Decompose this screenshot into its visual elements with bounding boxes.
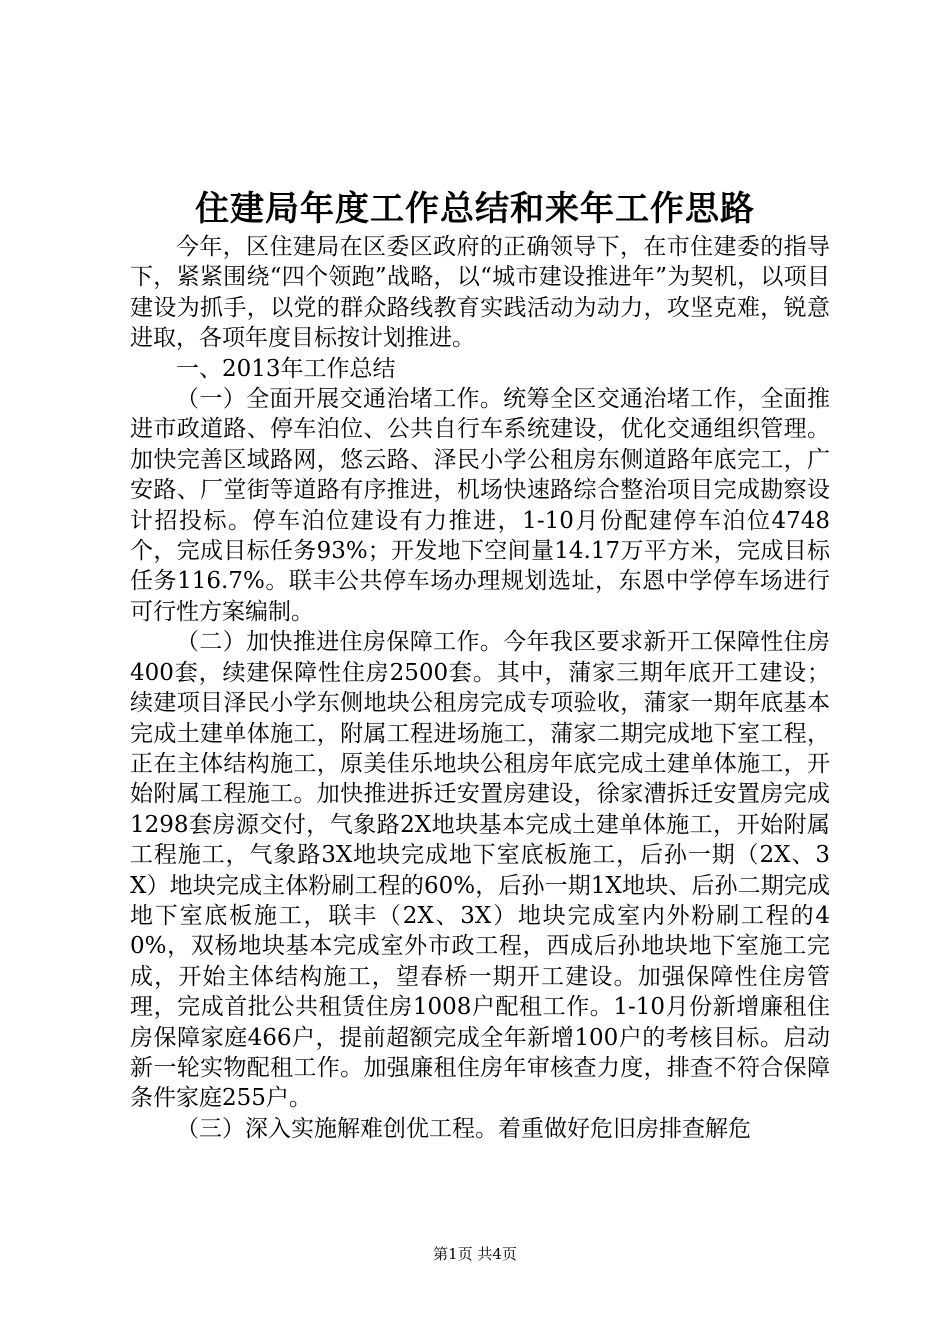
document-title: 住建局年度工作总结和来年工作思路 <box>195 189 755 229</box>
page-footer: 第1页 共4页 <box>433 1245 517 1263</box>
section-heading: 一、2013年工作总结 <box>176 355 396 382</box>
document-body <box>130 232 830 1144</box>
paragraph-housing: （二）加快推进住房保障工作。今年我区要求新开工保障性住房400套，续建保障性住房2500套。其中，蒲家三期年底开工建设；续建项目泽民小学东侧地块公租房完成专项验收，蒲家一期年底基本完成土建单体施工，附属工程进场施工，蒲家二期完成地下室工程，正在主体结构施工，原美佳乐地块公租房年底完成土建单体施工，开始附属工程施工。加快推进拆迁安置房建设，徐家漕拆迁安置房完成1298套房源交付，气象路2X地块基本完成土建单体施工，开始附属工程施工，气象路3X地块完成地下室底板施工，后孙一期（2X、3X）地块完成主体粉刷工程的60%，后孙一期1X地块、后孙二期完成地下室底板施工，联丰（2X、3X）地块完成室内外粉刷工程的40%，双杨地块基本完成室外市政工程，西成后孙地块地下室施工完成，开始主体结构施工，望春桥一期开工建设。加强保障性住房管理，完成首批公共租赁住房1008户配租工作。1-10月份新增廉租住房保障家庭466户，提前超额完成全年新增100户的考核目标。启动新一轮实物配租工作。加强廉租住房年审核查力度，排查不符合保障条件家庭255户。 <box>130 629 830 1112</box>
intro-paragraph: 今年，区住建局在区委区政府的正确领导下，在市住建委的指导下，紧紧围绕“四个领跑”战略，以“城市建设推进年”为契机，以项目建设为抓手，以党的群众路线教育实践活动为动力，攻坚克难，锐意进取，各项年度目标按计划推进。 <box>130 234 830 352</box>
paragraph-traffic: （一）全面开展交通治堵工作。统筹全区交通治堵工作，全面推进市政道路、停车泊位、公共自行车系统建设，优化交通组织管理。加快完善区域路网，悠云路、泽民小学公租房东侧道路年底完工，广安路、厂堂街等道路有序推进，机场快速路综合整治项目完成勘察设计招投标。停车泊位建设有力推进，1-10月份配建停车泊位4748个，完成目标任务93%；开发地下空间量14.17万平方米，完成目标任务116.7%。联丰公共停车场办理规划选址，东恩中学停车场进行可行性方案编制。 <box>130 386 830 625</box>
paragraph-difficulties: （三）深入实施解难创优工程。着重做好危旧房排查解危 <box>176 1115 751 1142</box>
